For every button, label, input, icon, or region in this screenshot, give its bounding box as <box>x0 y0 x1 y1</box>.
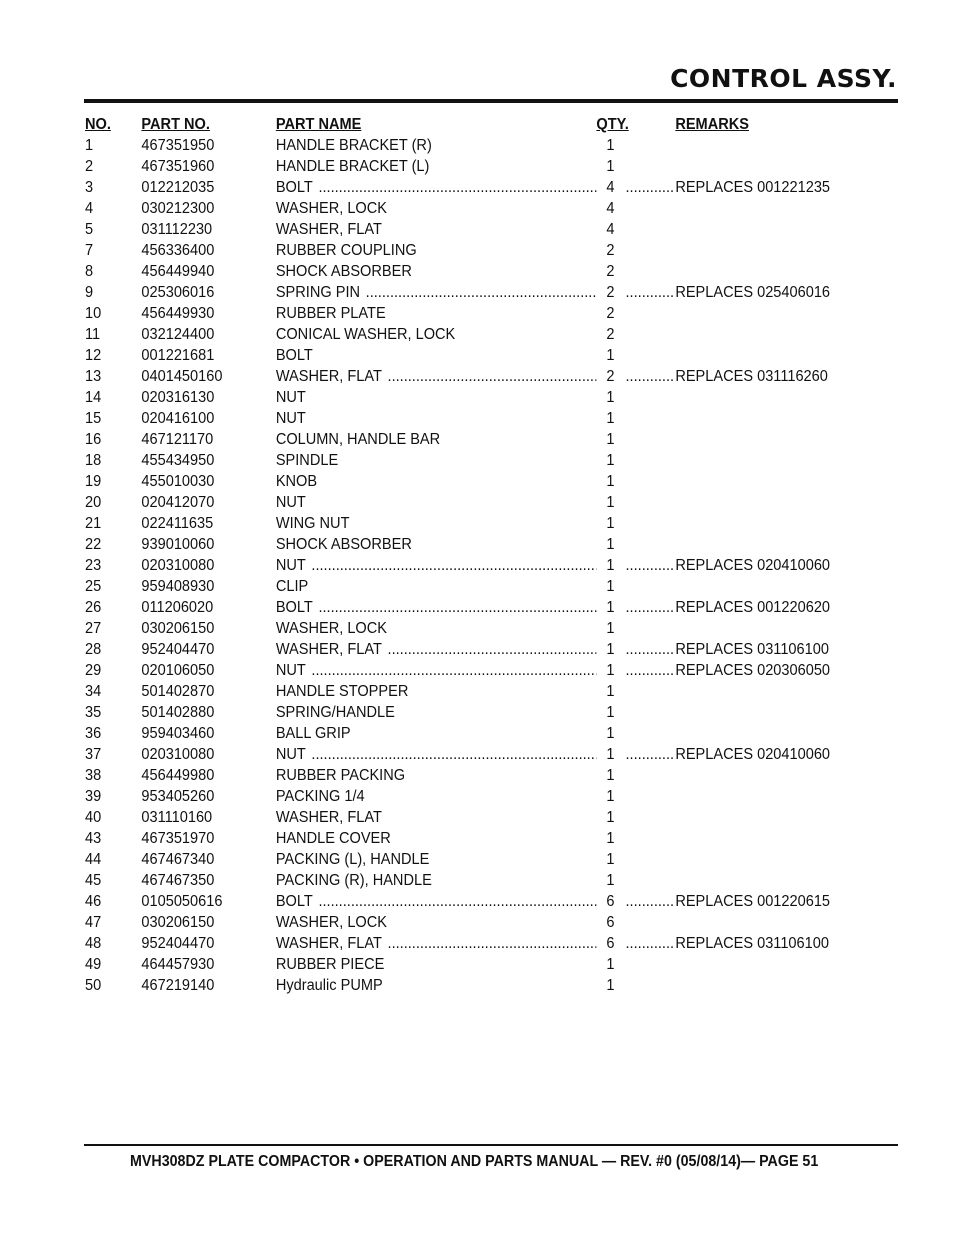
dot-leader <box>313 599 597 616</box>
part-number: 952404470 <box>141 935 215 952</box>
part-name <box>276 555 597 576</box>
part-name-text: WASHER, FLAT <box>275 935 382 952</box>
part-remarks: REPLACES 001221235 <box>675 179 831 196</box>
dot-leader <box>306 746 597 763</box>
dot-leader <box>313 893 597 910</box>
part-no-index: 36 <box>85 725 102 742</box>
part-number: 001221681 <box>141 347 215 364</box>
dot-leader <box>626 282 676 303</box>
part-no-index: 23 <box>85 557 102 574</box>
part-name: RUBBER PIECE <box>275 956 385 973</box>
part-name: COLUMN, HANDLE BAR <box>275 431 441 448</box>
part-name: Hydraulic PUMP <box>275 977 383 994</box>
dot-leader <box>382 641 596 658</box>
table-row <box>85 366 848 387</box>
part-name: CLIP <box>275 578 309 595</box>
part-no-index: 5 <box>85 221 94 238</box>
part-name-text: BOLT <box>275 893 313 910</box>
table-row <box>85 870 848 891</box>
part-qty: 4 <box>606 179 615 196</box>
part-qty: 1 <box>606 872 615 889</box>
part-name: KNOB <box>275 473 318 490</box>
table-row <box>85 282 848 303</box>
part-name: SPINDLE <box>275 452 339 469</box>
part-name: PACKING 1/4 <box>275 788 365 805</box>
part-qty: 1 <box>606 389 615 406</box>
part-number: 464457930 <box>141 956 215 973</box>
part-number: 467351950 <box>141 137 215 154</box>
part-qty: 6 <box>606 893 615 910</box>
table-row <box>85 177 848 198</box>
table-row <box>85 513 848 534</box>
part-name: RUBBER PLATE <box>275 305 386 322</box>
table-row <box>85 744 848 765</box>
part-no-index: 21 <box>85 515 102 532</box>
part-qty: 1 <box>606 452 615 469</box>
part-name-text: SPRING PIN <box>275 284 361 301</box>
dot-leader <box>382 368 596 385</box>
part-name: BALL GRIP <box>275 725 351 742</box>
table-row <box>85 597 848 618</box>
part-number: 020106050 <box>141 662 215 679</box>
table-row <box>85 807 848 828</box>
table-row <box>85 219 848 240</box>
part-name: NUT <box>275 494 306 511</box>
part-name <box>276 597 597 618</box>
part-no-index: 49 <box>85 956 102 973</box>
part-qty: 1 <box>606 956 615 973</box>
part-qty: 1 <box>606 557 615 574</box>
part-qty: 2 <box>606 284 615 301</box>
table-row <box>85 324 848 345</box>
part-name <box>276 639 597 660</box>
part-name <box>276 933 597 954</box>
table-row <box>85 492 848 513</box>
part-number: 467219140 <box>141 977 215 994</box>
part-number: 456449980 <box>141 767 215 784</box>
part-name-text: NUT <box>275 557 306 574</box>
part-number: 0105050616 <box>141 893 223 910</box>
part-qty: 2 <box>606 263 615 280</box>
part-number: 467121170 <box>141 431 214 448</box>
part-name: PACKING (R), HANDLE <box>275 872 432 889</box>
dot-leader <box>626 597 676 618</box>
part-name: RUBBER PACKING <box>275 767 406 784</box>
part-qty: 1 <box>606 536 615 553</box>
part-qty: 1 <box>606 431 615 448</box>
table-row <box>85 954 848 975</box>
part-qty: 1 <box>606 851 615 868</box>
part-number: 456336400 <box>141 242 215 259</box>
part-number: 020310080 <box>141 557 215 574</box>
part-qty: 1 <box>606 494 615 511</box>
part-qty: 6 <box>606 935 615 952</box>
part-number: 952404470 <box>141 641 215 658</box>
part-no-index: 50 <box>85 977 102 994</box>
part-name: SHOCK ABSORBER <box>275 263 412 280</box>
part-remarks: REPLACES 020410060 <box>675 746 831 763</box>
part-number: 020412070 <box>141 494 215 511</box>
part-no-index: 26 <box>85 599 102 616</box>
parts-list <box>85 114 897 996</box>
part-number: 012212035 <box>141 179 215 196</box>
part-name <box>276 744 597 765</box>
part-name: BOLT <box>275 347 313 364</box>
part-remarks: REPLACES 020410060 <box>675 557 831 574</box>
table-row <box>85 429 848 450</box>
part-name: HANDLE STOPPER <box>275 683 409 700</box>
part-qty: 1 <box>606 137 615 154</box>
part-no-index: 20 <box>85 494 102 511</box>
dot-leader <box>313 179 597 196</box>
part-name-text: BOLT <box>275 599 313 616</box>
part-number: 031110160 <box>141 809 213 826</box>
dot-leader <box>626 933 676 954</box>
part-qty: 2 <box>606 368 615 385</box>
part-number: 501402880 <box>141 704 215 721</box>
part-name <box>276 177 597 198</box>
table-row <box>85 303 848 324</box>
part-no-index: 22 <box>85 536 102 553</box>
part-remarks: REPLACES 031116260 <box>675 368 828 385</box>
part-number: 959408930 <box>141 578 215 595</box>
part-qty: 1 <box>606 515 615 532</box>
header-remarks: REMARKS <box>675 116 749 133</box>
table-row <box>85 933 848 954</box>
part-qty: 1 <box>606 977 615 994</box>
part-name: WASHER, FLAT <box>275 221 382 238</box>
part-number: 020310080 <box>141 746 215 763</box>
part-number: 455434950 <box>141 452 215 469</box>
part-number: 030206150 <box>141 914 215 931</box>
part-number: 467351960 <box>141 158 215 175</box>
part-name: RUBBER COUPLING <box>275 242 417 259</box>
part-qty: 1 <box>606 620 615 637</box>
part-number: 467467350 <box>141 872 215 889</box>
part-name: SPRING/HANDLE <box>275 704 395 721</box>
table-row <box>85 681 848 702</box>
dot-leader <box>626 639 676 660</box>
part-name: WASHER, LOCK <box>275 914 388 931</box>
part-no-index: 35 <box>85 704 102 721</box>
part-qty: 4 <box>606 200 615 217</box>
part-no-index: 19 <box>85 473 102 490</box>
part-name: SHOCK ABSORBER <box>275 536 412 553</box>
part-name: WASHER, LOCK <box>275 200 388 217</box>
part-qty: 1 <box>606 158 615 175</box>
part-no-index: 10 <box>85 305 102 322</box>
table-row <box>85 702 848 723</box>
part-name: NUT <box>275 410 306 427</box>
part-name-text: NUT <box>275 746 306 763</box>
part-no-index: 37 <box>85 746 102 763</box>
page-footer: MVH308DZ PLATE COMPACTOR • OPERATION AND PARTS MANUAL — REV. #0 (05/08/14)— PAGE 51 <box>130 1153 819 1170</box>
part-qty: 1 <box>606 746 615 763</box>
dot-leader <box>626 177 676 198</box>
dot-leader <box>306 662 597 679</box>
part-number: 501402870 <box>141 683 215 700</box>
table-row <box>85 198 848 219</box>
part-no-index: 38 <box>85 767 102 784</box>
part-no-index: 44 <box>85 851 102 868</box>
part-qty: 1 <box>606 725 615 742</box>
part-qty: 6 <box>606 914 615 931</box>
part-qty: 1 <box>606 599 615 616</box>
part-qty: 1 <box>606 473 615 490</box>
part-no-index: 11 <box>85 326 101 343</box>
part-name: WASHER, LOCK <box>275 620 388 637</box>
part-qty: 1 <box>606 641 615 658</box>
part-qty: 2 <box>606 242 615 259</box>
part-no-index: 15 <box>85 410 102 427</box>
table-row <box>85 534 848 555</box>
header-part-name: PART NAME <box>275 116 362 133</box>
part-number: 467351970 <box>141 830 215 847</box>
part-number: 020316130 <box>141 389 215 406</box>
part-no-index: 28 <box>85 641 102 658</box>
part-name-text: WASHER, FLAT <box>275 368 382 385</box>
part-qty: 4 <box>606 221 615 238</box>
table-row <box>85 639 848 660</box>
part-name <box>276 660 597 681</box>
part-remarks: REPLACES 020306050 <box>675 662 831 679</box>
table-row <box>85 975 848 996</box>
part-no-index: 3 <box>85 179 94 196</box>
part-no-index: 12 <box>85 347 102 364</box>
table-row <box>85 156 848 177</box>
part-no-index: 43 <box>85 830 102 847</box>
part-number: 030212300 <box>141 200 215 217</box>
part-number: 011206020 <box>141 599 214 616</box>
dot-leader <box>626 555 676 576</box>
part-no-index: 14 <box>85 389 102 406</box>
part-number: 467467340 <box>141 851 215 868</box>
table-row <box>85 576 848 597</box>
page-title: CONTROL ASSY. <box>670 64 897 93</box>
table-row <box>85 261 848 282</box>
part-no-index: 8 <box>85 263 94 280</box>
dot-leader <box>626 744 676 765</box>
part-qty: 2 <box>606 326 615 343</box>
table-row <box>85 408 848 429</box>
part-name <box>276 891 597 912</box>
part-qty: 1 <box>606 767 615 784</box>
header-rule <box>84 99 898 103</box>
part-qty: 2 <box>606 305 615 322</box>
part-name: HANDLE COVER <box>275 830 391 847</box>
part-remarks: REPLACES 031106100 <box>675 641 829 658</box>
part-no-index: 1 <box>85 137 94 154</box>
part-name: WASHER, FLAT <box>275 809 382 826</box>
part-no-index: 13 <box>85 368 102 385</box>
part-no-index: 7 <box>85 242 94 259</box>
table-row <box>85 555 848 576</box>
part-qty: 1 <box>606 788 615 805</box>
table-row <box>85 828 848 849</box>
header-part-no: PART NO. <box>141 116 210 133</box>
part-name: HANDLE BRACKET (R) <box>275 137 432 154</box>
part-no-index: 46 <box>85 893 102 910</box>
part-name: NUT <box>275 389 306 406</box>
table-row <box>85 786 848 807</box>
part-name-text: NUT <box>275 662 306 679</box>
part-name-text: WASHER, FLAT <box>275 641 382 658</box>
part-number: 455010030 <box>141 473 215 490</box>
part-qty: 1 <box>606 830 615 847</box>
part-no-index: 47 <box>85 914 102 931</box>
part-no-index: 16 <box>85 431 102 448</box>
dot-leader <box>382 935 596 952</box>
part-number: 031112230 <box>141 221 213 238</box>
header-qty: QTY. <box>596 116 629 133</box>
part-name <box>276 282 597 303</box>
part-number: 959403460 <box>141 725 215 742</box>
part-number: 0401450160 <box>141 368 223 385</box>
part-number: 032124400 <box>141 326 215 343</box>
part-number: 025306016 <box>141 284 215 301</box>
table-row <box>85 471 848 492</box>
dot-leader <box>626 660 676 681</box>
part-name: WING NUT <box>275 515 350 532</box>
part-qty: 1 <box>606 809 615 826</box>
part-number: 030206150 <box>141 620 215 637</box>
part-qty: 1 <box>606 578 615 595</box>
table-row <box>85 345 848 366</box>
table-row <box>85 891 848 912</box>
part-no-index: 25 <box>85 578 102 595</box>
part-number: 939010060 <box>141 536 215 553</box>
parts-list-header <box>85 114 848 135</box>
part-no-index: 39 <box>85 788 102 805</box>
table-row <box>85 135 848 156</box>
part-qty: 1 <box>606 704 615 721</box>
part-name: HANDLE BRACKET (L) <box>275 158 430 175</box>
table-row <box>85 450 848 471</box>
part-qty: 1 <box>606 347 615 364</box>
part-no-index: 29 <box>85 662 102 679</box>
part-number: 456449930 <box>141 305 215 322</box>
part-no-index: 45 <box>85 872 102 889</box>
part-no-index: 9 <box>85 284 94 301</box>
part-no-index: 40 <box>85 809 102 826</box>
table-row <box>85 660 848 681</box>
part-no-index: 18 <box>85 452 102 469</box>
part-number: 022411635 <box>141 515 214 532</box>
table-row <box>85 849 848 870</box>
dot-leader <box>626 366 676 387</box>
table-row <box>85 387 848 408</box>
part-no-index: 2 <box>85 158 94 175</box>
table-row <box>85 618 848 639</box>
part-qty: 1 <box>606 683 615 700</box>
dot-leader <box>626 891 676 912</box>
part-no-index: 34 <box>85 683 102 700</box>
table-row <box>85 240 848 261</box>
part-qty: 1 <box>606 410 615 427</box>
part-number: 456449940 <box>141 263 215 280</box>
part-name-text: BOLT <box>275 179 313 196</box>
table-row <box>85 912 848 933</box>
header-no: NO. <box>85 116 111 133</box>
part-no-index: 48 <box>85 935 102 952</box>
part-remarks: REPLACES 001220615 <box>675 893 831 910</box>
part-number: 020416100 <box>141 410 215 427</box>
part-no-index: 27 <box>85 620 102 637</box>
part-number: 953405260 <box>141 788 215 805</box>
part-remarks: REPLACES 001220620 <box>675 599 831 616</box>
dot-leader <box>360 284 596 301</box>
part-qty: 1 <box>606 662 615 679</box>
table-row <box>85 765 848 786</box>
part-remarks: REPLACES 031106100 <box>675 935 829 952</box>
part-name: CONICAL WASHER, LOCK <box>275 326 456 343</box>
part-remarks: REPLACES 025406016 <box>675 284 831 301</box>
part-name: PACKING (L), HANDLE <box>275 851 430 868</box>
footer-rule <box>84 1144 898 1146</box>
table-row <box>85 723 848 744</box>
part-name <box>276 366 597 387</box>
dot-leader <box>306 557 597 574</box>
part-no-index: 4 <box>85 200 94 217</box>
